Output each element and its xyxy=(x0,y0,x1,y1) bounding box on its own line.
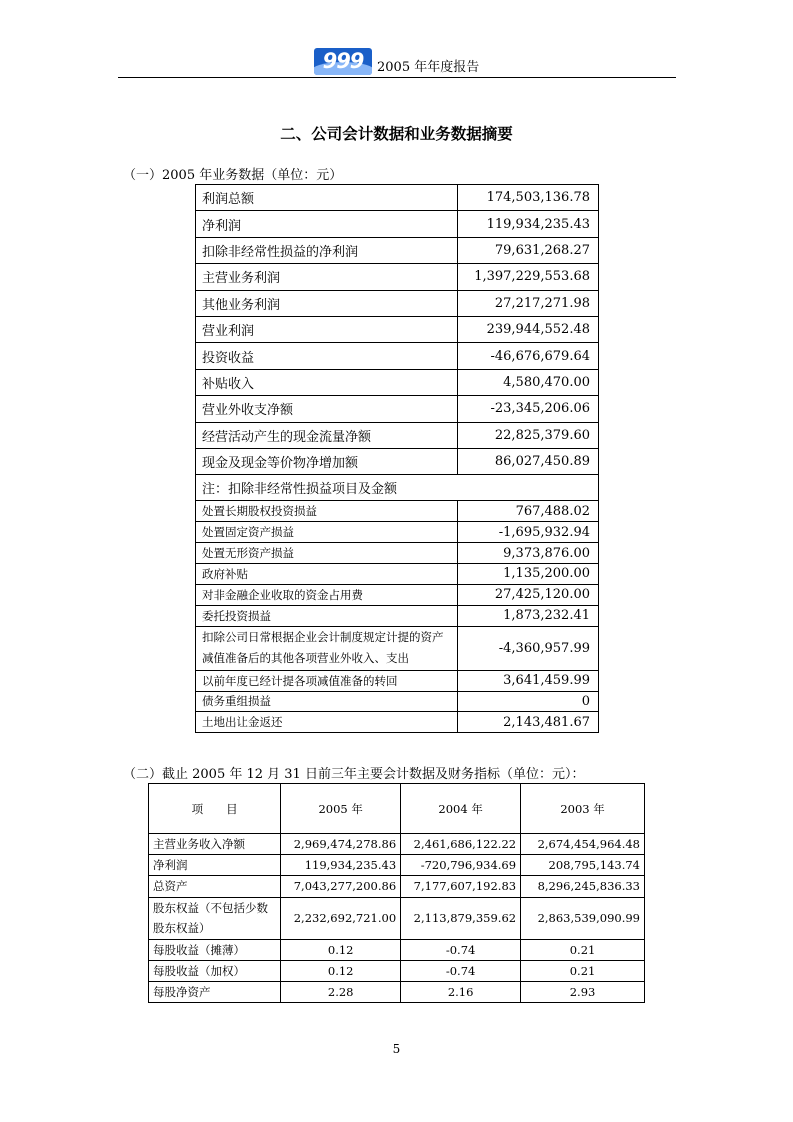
table-row xyxy=(196,448,599,474)
table-row xyxy=(149,876,645,897)
note-row xyxy=(196,475,599,501)
value-2004: 7,177,607,192.83 xyxy=(401,876,521,897)
note-text: 注：扣除非经常性损益项目及金额 xyxy=(196,475,599,501)
value-2003: 8,296,245,836.33 xyxy=(521,876,645,897)
table-row xyxy=(196,211,599,237)
value-2005: 0.12 xyxy=(281,960,401,981)
row-label: 其他业务利润 xyxy=(196,290,458,316)
value-2003: 2,863,539,090.99 xyxy=(521,897,645,939)
table-row xyxy=(196,237,599,263)
item-value: 9,373,876.00 xyxy=(458,543,599,564)
value-2003: 2.93 xyxy=(521,981,645,1002)
table-row xyxy=(196,605,599,626)
row-value: 119,934,235.43 xyxy=(458,211,599,237)
row-label: 净利润 xyxy=(149,855,281,876)
item-label: 处置固定资产损益 xyxy=(196,522,458,543)
value-2004: -720,796,934.69 xyxy=(401,855,521,876)
item-value: 0 xyxy=(458,691,599,712)
row-label: 经营活动产生的现金流量净额 xyxy=(196,422,458,448)
table-row xyxy=(149,960,645,981)
row-label: 每股净资产 xyxy=(149,981,281,1002)
value-2004: -0.74 xyxy=(401,960,521,981)
item-value: 767,488.02 xyxy=(458,501,599,522)
item-label: 土地出让金返还 xyxy=(196,712,458,733)
row-value: 27,217,271.98 xyxy=(458,290,599,316)
row-value: 86,027,450.89 xyxy=(458,448,599,474)
table-row xyxy=(196,563,599,584)
item-label: 委托投资损益 xyxy=(196,605,458,626)
column-header: 项 目 xyxy=(149,784,281,834)
row-label: 补贴收入 xyxy=(196,369,458,395)
value-2003: 2,674,454,964.48 xyxy=(521,834,645,855)
table-row xyxy=(196,584,599,605)
row-value: -46,676,679.64 xyxy=(458,343,599,369)
value-2004: 2.16 xyxy=(401,981,521,1002)
row-value: 174,503,136.78 xyxy=(458,185,599,211)
column-header: 2004 年 xyxy=(401,784,521,834)
business-data-table xyxy=(195,184,599,733)
value-2005: 2,232,692,721.00 xyxy=(281,897,401,939)
table-header-row xyxy=(149,784,645,834)
item-label: 以前年度已经计提各项减值准备的转回 xyxy=(196,670,458,691)
table-row xyxy=(149,855,645,876)
row-label: 主营业务收入净额 xyxy=(149,834,281,855)
value-2003: 208,795,143.74 xyxy=(521,855,645,876)
table-row xyxy=(196,343,599,369)
row-value: 239,944,552.48 xyxy=(458,316,599,342)
row-value: 1,397,229,553.68 xyxy=(458,264,599,290)
table-row xyxy=(196,396,599,422)
page-title: 二、公司会计数据和业务数据摘要 xyxy=(280,125,513,143)
row-label: 每股收益（摊薄） xyxy=(149,939,281,960)
item-value: 27,425,120.00 xyxy=(458,584,599,605)
column-header: 2003 年 xyxy=(521,784,645,834)
value-2005: 0.12 xyxy=(281,939,401,960)
item-value: -4,360,957.99 xyxy=(458,626,599,670)
item-label: 债务重组损益 xyxy=(196,691,458,712)
item-label: 政府补贴 xyxy=(196,563,458,584)
logo-text: 999 xyxy=(322,49,364,73)
row-label: 营业利润 xyxy=(196,316,458,342)
row-label: 净利润 xyxy=(196,211,458,237)
table-row xyxy=(149,981,645,1002)
value-2005: 2,969,474,278.86 xyxy=(281,834,401,855)
row-label: 扣除非经常性损益的净利润 xyxy=(196,237,458,263)
item-value: 1,135,200.00 xyxy=(458,563,599,584)
table-row xyxy=(149,834,645,855)
value-2004: 2,113,879,359.62 xyxy=(401,897,521,939)
row-value: 22,825,379.60 xyxy=(458,422,599,448)
page-header xyxy=(118,46,676,78)
item-label: 对非金融企业收取的资金占用费 xyxy=(196,584,458,605)
value-2004: -0.74 xyxy=(401,939,521,960)
table-row xyxy=(196,712,599,733)
value-2003: 0.21 xyxy=(521,960,645,981)
value-2005: 7,043,277,200.86 xyxy=(281,876,401,897)
item-value: 1,873,232.41 xyxy=(458,605,599,626)
row-value: -23,345,206.06 xyxy=(458,396,599,422)
table-row xyxy=(196,264,599,290)
item-label: 处置无形资产损益 xyxy=(196,543,458,564)
column-header: 2005 年 xyxy=(281,784,401,834)
value-2005: 2.28 xyxy=(281,981,401,1002)
table-row xyxy=(196,691,599,712)
table-row xyxy=(196,185,599,211)
item-value: 2,143,481.67 xyxy=(458,712,599,733)
row-label: 股东权益（不包括少数股东权益） xyxy=(149,897,281,939)
table-row xyxy=(196,670,599,691)
item-value: -1,695,932.94 xyxy=(458,522,599,543)
brand-logo xyxy=(314,48,372,75)
row-label: 现金及现金等价物净增加额 xyxy=(196,448,458,474)
row-value: 79,631,268.27 xyxy=(458,237,599,263)
section1-heading: （一）2005 年业务数据（单位：元） xyxy=(123,168,343,183)
row-label: 每股收益（加权） xyxy=(149,960,281,981)
table-row xyxy=(196,543,599,564)
table-row xyxy=(149,897,645,939)
row-label: 营业外收支净额 xyxy=(196,396,458,422)
section2-heading: （二）截止 2005 年 12 月 31 日前三年主要会计数据及财务指标（单位：元）： xyxy=(123,767,585,782)
page-number: 5 xyxy=(392,1042,401,1056)
row-label: 投资收益 xyxy=(196,343,458,369)
table-row xyxy=(196,369,599,395)
table-row xyxy=(196,501,599,522)
table-row xyxy=(196,522,599,543)
row-value: 4,580,470.00 xyxy=(458,369,599,395)
table-row xyxy=(196,290,599,316)
row-label: 主营业务利润 xyxy=(196,264,458,290)
value-2003: 0.21 xyxy=(521,939,645,960)
item-label: 扣除公司日常根据企业会计制度规定计提的资产减值准备后的其他各项营业外收入、支出 xyxy=(196,626,458,670)
report-title: 2005 年年度报告 xyxy=(377,60,480,75)
row-label: 总资产 xyxy=(149,876,281,897)
table-row xyxy=(149,939,645,960)
table-row xyxy=(196,422,599,448)
value-2004: 2,461,686,122.22 xyxy=(401,834,521,855)
table-row xyxy=(196,626,599,670)
row-label: 利润总额 xyxy=(196,185,458,211)
value-2005: 119,934,235.43 xyxy=(281,855,401,876)
table-row xyxy=(196,316,599,342)
three-year-data-table xyxy=(148,783,645,1003)
item-value: 3,641,459.99 xyxy=(458,670,599,691)
item-label: 处置长期股权投资损益 xyxy=(196,501,458,522)
